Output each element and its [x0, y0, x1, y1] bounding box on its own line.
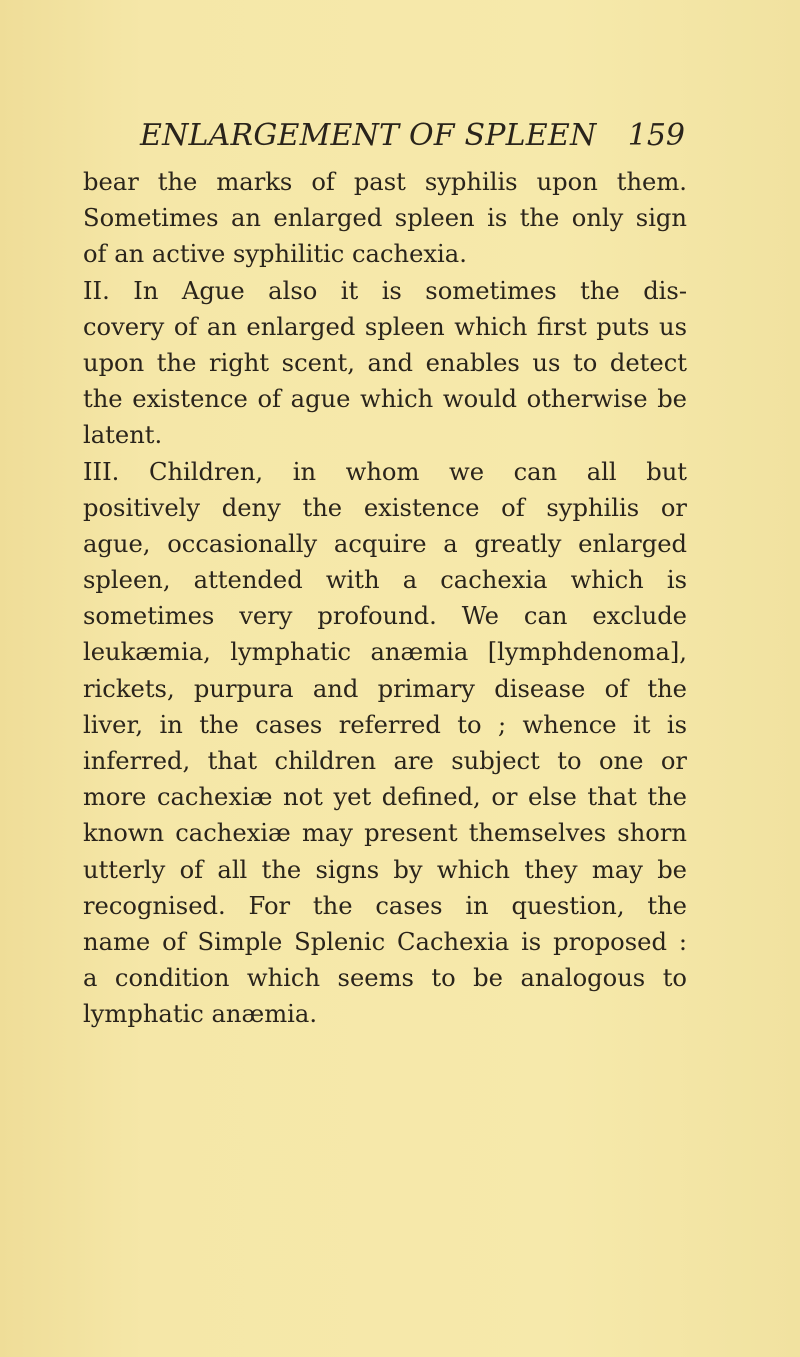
text-line: recognised. For the cases in question, the — [83, 891, 687, 920]
text-line: name of Simple Splenic Cachexia is proposed : — [83, 927, 687, 956]
page-number: 159 — [627, 118, 685, 153]
running-title: ENLARGEMENT OF SPLEEN — [140, 118, 597, 153]
body-text — [83, 164, 687, 1033]
text-line: inferred, that children are subject to one or — [83, 747, 687, 775]
text-line: sometimes very profound. We can exclude — [83, 602, 687, 631]
text-line: positively deny the existence of syphilis or — [83, 493, 687, 522]
text-line: the existence of ague which would otherwise be — [83, 385, 687, 414]
text-line: leukæmia, lymphatic anæmia [lymphdenoma], — [83, 638, 687, 667]
text-line: bear the marks of past syphilis upon them. — [83, 168, 687, 196]
text-line: utterly of all the signs by which they may be — [83, 855, 687, 884]
text-line: II. In Ague also it is sometimes the dis- — [83, 276, 687, 305]
text-line: III. Children, in whom we can all but — [83, 457, 687, 486]
text-line: latent. — [83, 421, 163, 450]
text-line: covery of an enlarged spleen which first puts us — [83, 312, 687, 341]
text-line: liver, in the cases referred to ; whence it is — [83, 710, 687, 739]
text-line: lymphatic anæmia. — [83, 1000, 318, 1029]
text-line: a condition which seems to be analogous to — [83, 964, 687, 993]
text-line: of an active syphilitic cachexia. — [83, 240, 467, 269]
text-line: Sometimes an enlarged spleen is the only sign — [83, 204, 687, 233]
text-line: rickets, purpura and primary disease of the — [83, 674, 687, 703]
text-line: known cachexiæ may present themselves shorn — [83, 819, 687, 848]
text-line: ague, occasionally acquire a greatly enlarged — [83, 529, 687, 558]
text-line: upon the right scent, and enables us to detect — [83, 348, 687, 377]
text-line: more cachexiæ not yet defined, or else that the — [83, 783, 687, 812]
text-line: spleen, attended with a cachexia which is — [83, 566, 687, 595]
page-header — [140, 118, 685, 162]
